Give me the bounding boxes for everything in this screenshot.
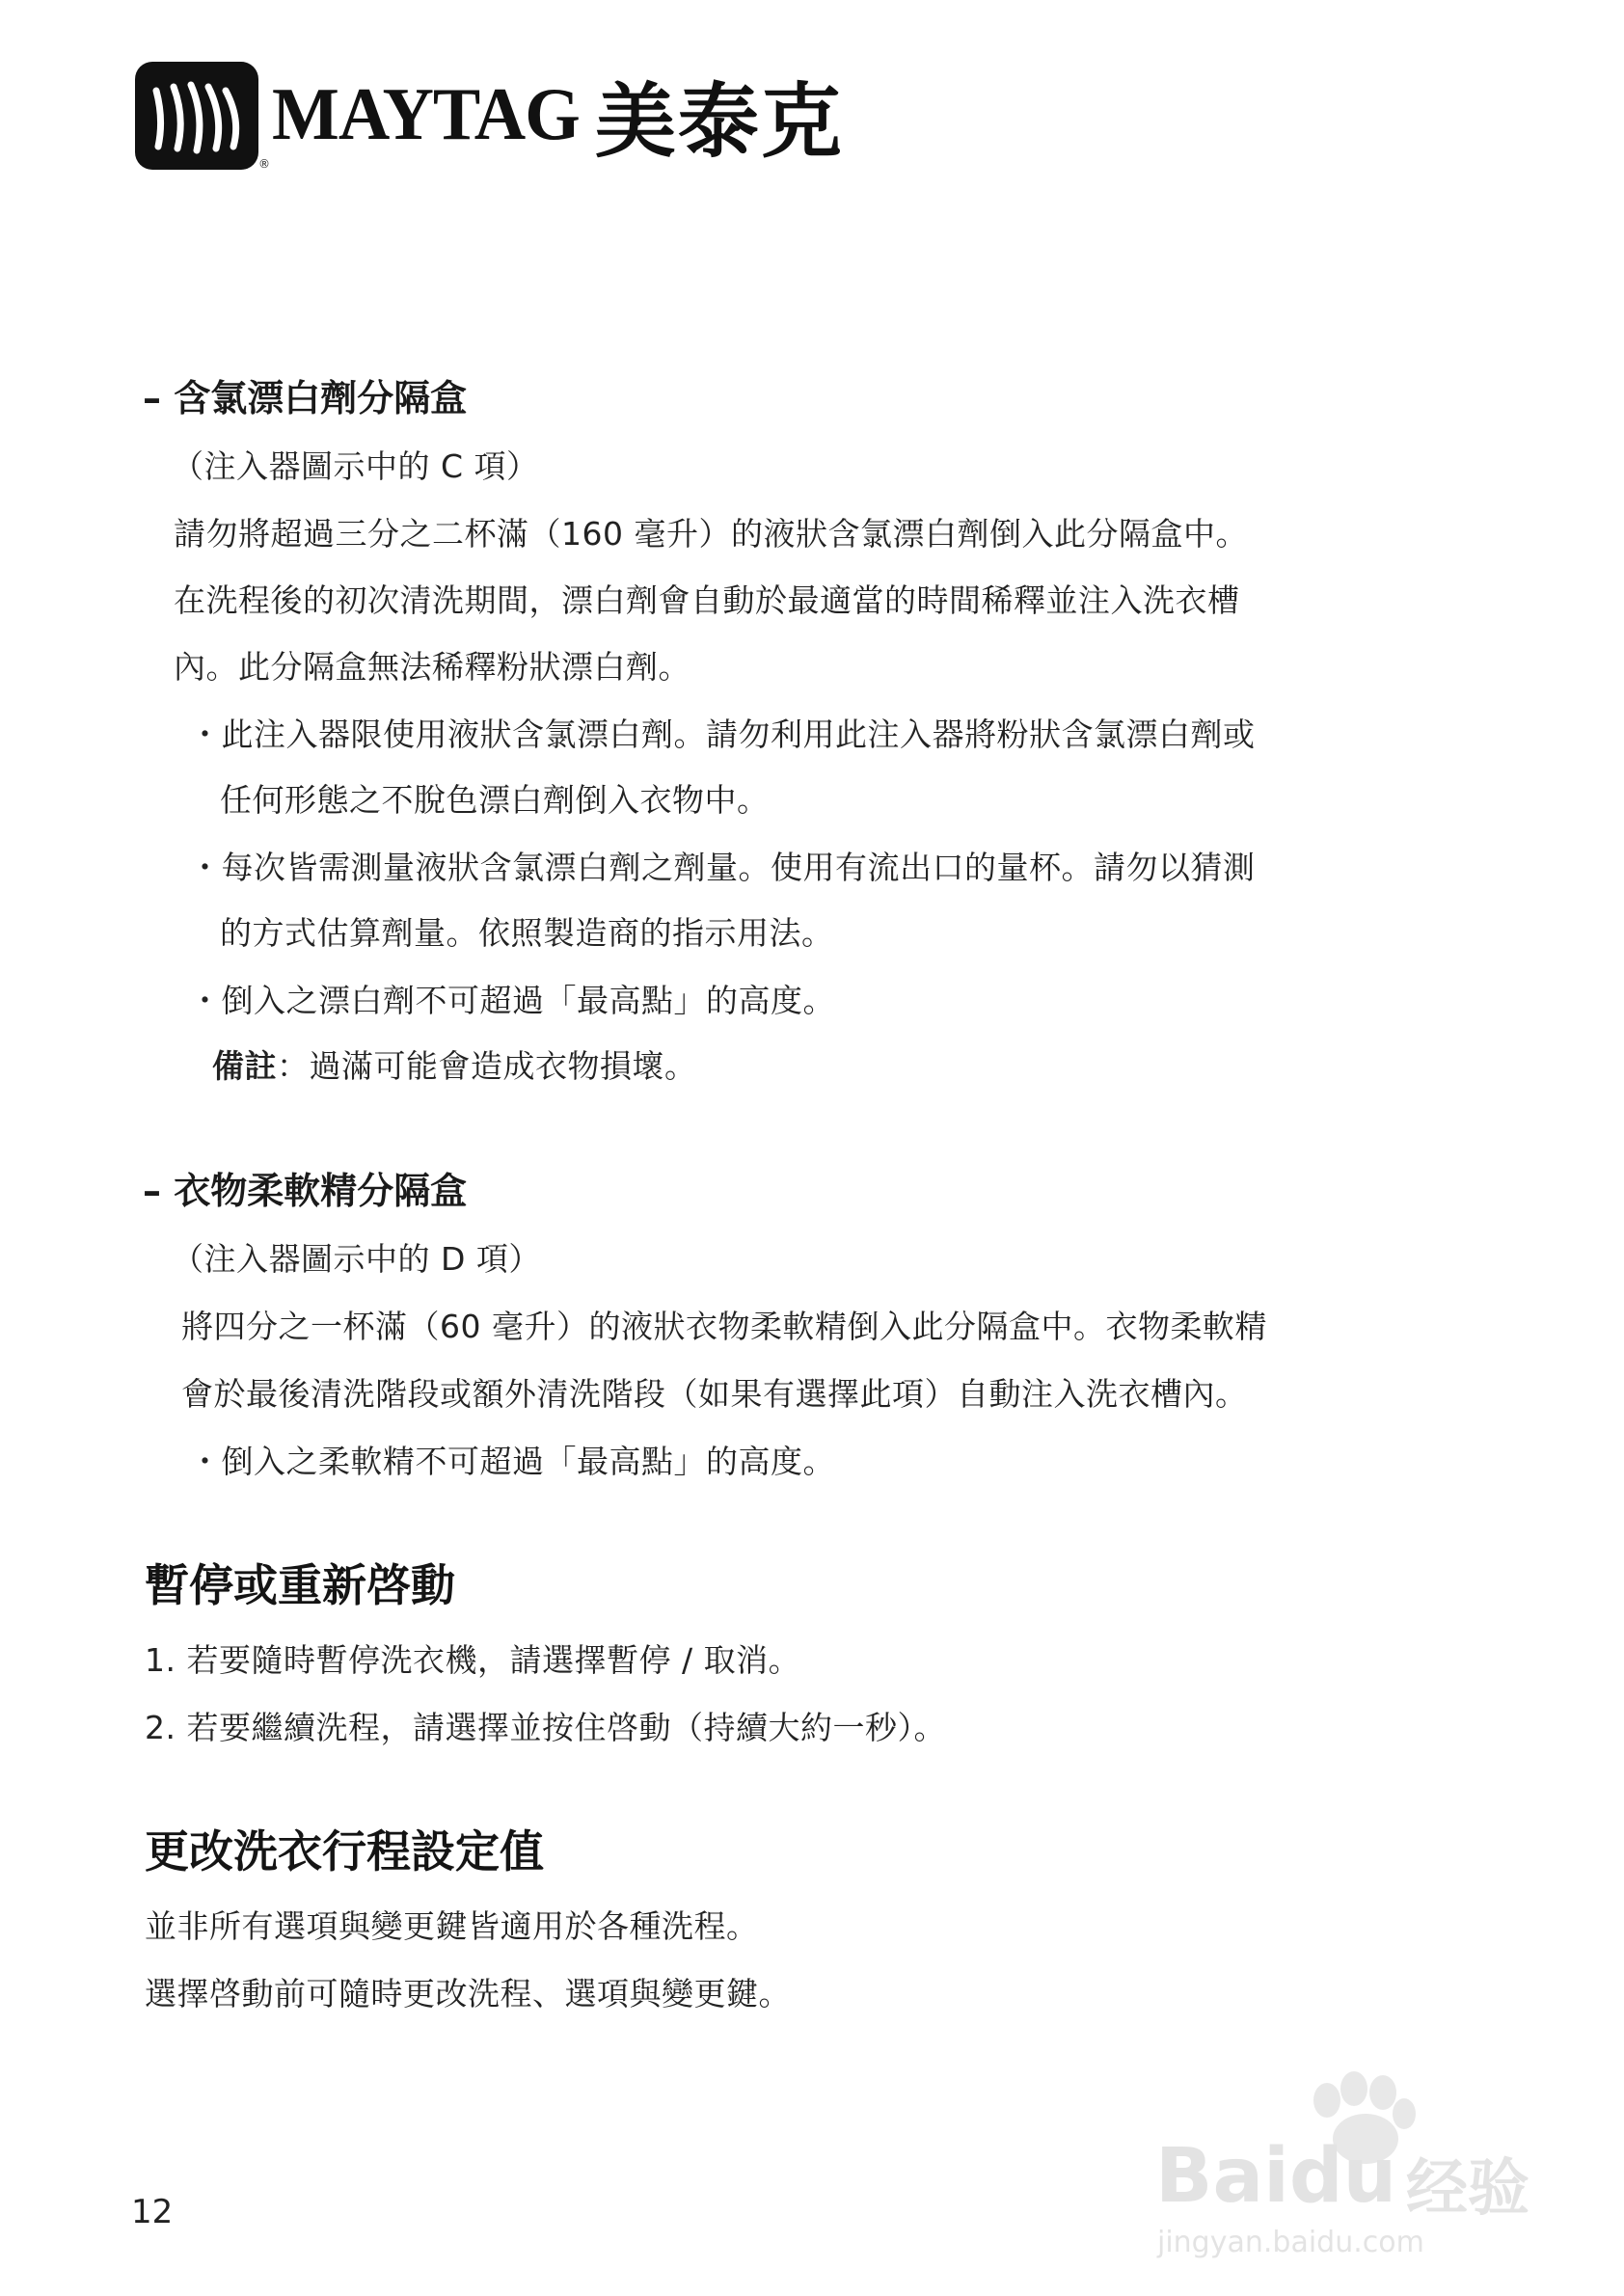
softener-dispenser-title: – 衣物柔軟精分隔盒 (143, 1170, 468, 1212)
bleach-para-line: 請勿將超過三分之二杯滿（160 毫升）的液狀含氯漂白劑倒入此分隔盒中。 (174, 515, 1248, 553)
bleach-bullet: ・每次皆需測量液狀含氯漂白劑之劑量。使用有流出口的量杯。請勿以猜測 (189, 849, 1256, 886)
softener-para-line: 將四分之一杯滿（60 毫升）的液狀衣物柔軟精倒入此分隔盒中。衣物柔軟精 (181, 1308, 1267, 1345)
maytag-emblem-icon (135, 62, 258, 170)
brand-name: MAYTAG (272, 72, 580, 157)
change-settings-title: 更改洗衣行程設定值 (145, 1825, 544, 1877)
change-settings-line: 並非所有選項與變更鍵皆適用於各種洗程。 (145, 1907, 759, 1945)
bleach-bullet: 任何形態之不脫色漂白劑倒入衣物中。 (220, 781, 770, 819)
pause-step: 1. 若要隨時暫停洗衣機，請選擇暫停 / 取消。 (145, 1641, 801, 1679)
pause-step: 2. 若要繼續洗程，請選擇並按住啓動（持續大約一秒）。 (145, 1709, 946, 1746)
bleach-dispenser-subtitle: （注入器圖示中的 C 項） (172, 447, 539, 485)
watermark-url: jingyan.baidu.com (1157, 2226, 1424, 2259)
bleach-bullet: 的方式估算劑量。依照製造商的指示用法。 (220, 914, 834, 952)
bleach-para-line: 內。此分隔盒無法稀釋粉狀漂白劑。 (174, 648, 690, 686)
softener-dispenser-subtitle: （注入器圖示中的 D 項） (172, 1240, 541, 1278)
softener-para-line: 會於最後清洗階段或額外清洗階段（如果有選擇此項）自動注入洗衣槽內。 (181, 1375, 1248, 1413)
note-text: ：過滿可能會造成衣物損壞。 (277, 1047, 697, 1085)
page-number: 12 (131, 2193, 174, 2231)
softener-bullet: ・倒入之柔軟精不可超過「最高點」的高度。 (189, 1443, 835, 1480)
maytag-logo (135, 60, 844, 171)
bleach-note (212, 1041, 697, 1087)
brand-name-cn: 美泰克 (594, 73, 844, 169)
watermark-brand: Baidu (1155, 2133, 1397, 2220)
bleach-bullet: ・此注入器限使用液狀含氯漂白劑。請勿利用此注入器將粉狀含氯漂白劑或 (189, 716, 1256, 753)
watermark-brand-cn: 经验 (1406, 2153, 1529, 2225)
bleach-bullet: ・倒入之漂白劑不可超過「最高點」的高度。 (189, 982, 835, 1019)
baidu-watermark (1148, 2064, 1553, 2259)
bleach-para-line: 在洗程後的初次清洗期間，漂白劑會自動於最適當的時間稀釋並注入洗衣槽 (174, 581, 1240, 619)
bleach-dispenser-title: – 含氯漂白劑分隔盒 (143, 377, 468, 419)
pause-section-title: 暫停或重新啓動 (145, 1559, 455, 1611)
change-settings-line: 選擇啓動前可隨時更改洗程、選項與變更鍵。 (145, 1975, 791, 2012)
registered-mark: ® (258, 157, 270, 171)
note-label: 備註 (212, 1047, 277, 1085)
